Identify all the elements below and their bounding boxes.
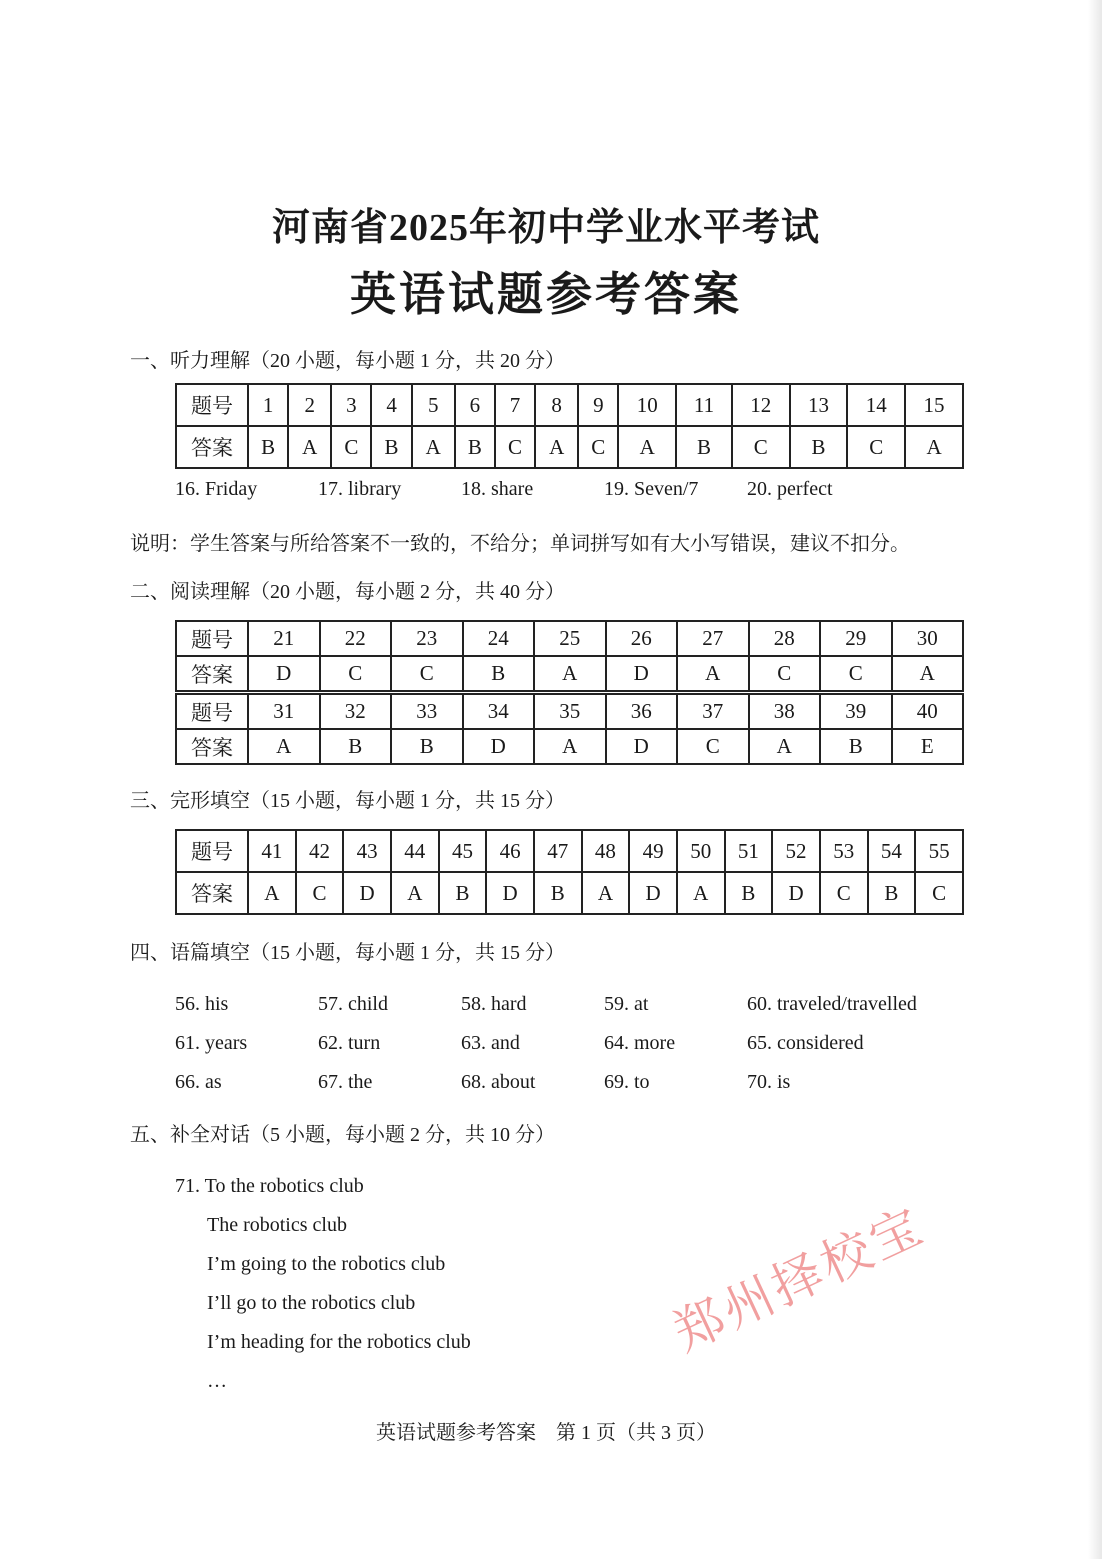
fill-answer: 65. considered [747,1032,864,1054]
answer-cell: A [535,426,578,468]
alternative-answer: I’m going to the robotics club [207,1253,446,1275]
answer-key-title: 英语试题参考答案 [350,269,742,320]
answer-cell: A [905,426,963,468]
question-number-cell: 1 [248,384,288,426]
question-number-cell: 35 [534,693,606,730]
answer-cell: D [486,872,534,914]
answer-cell: C [391,656,463,693]
answer-cell: A [677,872,725,914]
question-number-cell: 13 [790,384,848,426]
question-number-cell: 7 [495,384,535,426]
fill-answer: 63. and [461,1032,520,1054]
question-number-cell: 26 [606,621,678,656]
row-label: 答案 [176,426,248,468]
question-number-cell: 32 [320,693,392,730]
answer-cell: A [677,656,749,693]
question-number-cell: 42 [296,830,344,872]
question-number-cell: 10 [618,384,676,426]
alternative-answer: I’ll go to the robotics club [207,1292,416,1314]
fill-answer: 61. years [175,1032,248,1054]
question-number-cell: 34 [463,693,535,730]
listening-answer-table [175,383,964,469]
fill-answer: 70. is [747,1071,791,1093]
section2-heading: 二、阅读理解（20 小题，每小题 2 分，共 40 分） [130,581,565,603]
row-label: 题号 [176,693,248,730]
answer-cell: C [732,426,790,468]
answer-cell: B [371,426,411,468]
answer-row [176,729,963,764]
row-label: 答案 [176,656,248,693]
answer-cell: B [820,729,892,764]
question-number-cell: 43 [343,830,391,872]
answer-cell: C [820,872,868,914]
answer-cell: D [463,729,535,764]
question-number-cell: 24 [463,621,535,656]
question-number-cell: 8 [535,384,578,426]
answer-cell: B [534,872,582,914]
fill-answer: 20. perfect [747,478,833,500]
question-number-cell: 15 [905,384,963,426]
question-number-cell: 23 [391,621,463,656]
question-number-cell: 3 [331,384,371,426]
answer-cell: A [412,426,455,468]
row-label: 答案 [176,872,248,914]
question-number-cell: 29 [820,621,892,656]
fill-answer: 67. the [318,1071,373,1093]
question-number-cell: 53 [820,830,868,872]
fill-answer: 62. turn [318,1032,381,1054]
question-number-cell: 36 [606,693,678,730]
alternative-answer: The robotics club [207,1214,347,1236]
question-number-cell: 22 [320,621,392,656]
answer-cell: B [439,872,487,914]
answer-cell: B [725,872,773,914]
question-number-cell: 49 [629,830,677,872]
answer-cell: C [749,656,821,693]
page-footer: 英语试题参考答案 第 1 页（共 3 页） [376,1422,716,1444]
question-number-row [176,693,963,730]
question-number-cell: 50 [677,830,725,872]
watermark: 郑州择校宝 [665,1196,934,1362]
answer-cell: B [868,872,916,914]
answer-cell: A [248,729,320,764]
answer-cell: D [772,872,820,914]
answer-cell: B [463,656,535,693]
fill-answer: 58. hard [461,993,527,1015]
question-number-cell: 48 [582,830,630,872]
answer-cell: A [248,872,296,914]
question-number-cell: 27 [677,621,749,656]
answer-cell: B [790,426,848,468]
answer-cell: A [534,656,606,693]
fill-answer: 56. his [175,993,229,1015]
alternative-answer: I’m heading for the robotics club [207,1331,471,1353]
question-number-cell: 41 [248,830,296,872]
answer-cell: B [676,426,732,468]
cloze-answer-table [175,829,964,915]
row-label: 题号 [176,621,248,656]
answer-cell: C [677,729,749,764]
answer-cell: C [296,872,344,914]
question-number-cell: 55 [915,830,963,872]
answer-cell: C [578,426,618,468]
question-number-cell: 5 [412,384,455,426]
question-number-cell: 45 [439,830,487,872]
fill-answer: 64. more [604,1032,676,1054]
fill-answer: 66. as [175,1071,222,1093]
answer-cell: C [320,656,392,693]
fill-answer: 59. at [604,993,649,1015]
answer-cell: A [892,656,964,693]
question-number-cell: 21 [248,621,320,656]
answer-cell: A [582,872,630,914]
fill-answer: 60. traveled/travelled [747,993,917,1015]
exam-title: 河南省2025年初中学业水平考试 [271,207,820,249]
question-number-cell: 6 [455,384,495,426]
question-number-cell: 47 [534,830,582,872]
section1-heading: 一、听力理解（20 小题，每小题 1 分，共 20 分） [130,350,565,372]
section4-heading: 四、语篇填空（15 小题，每小题 1 分，共 15 分） [130,942,565,964]
question-number-cell: 30 [892,621,964,656]
answer-cell: C [331,426,371,468]
question-number-row [176,384,963,426]
row-label: 题号 [176,384,248,426]
answer-cell: C [495,426,535,468]
answer-cell: C [847,426,905,468]
question-number-cell: 52 [772,830,820,872]
answer-cell: B [248,426,288,468]
question-number-row [176,621,963,656]
answer-cell: A [288,426,331,468]
alternative-answer: … [207,1370,227,1392]
fill-answer: 16. Friday [175,478,258,500]
question-number-cell: 46 [486,830,534,872]
answer-cell: C [820,656,892,693]
answer-cell: A [749,729,821,764]
question-number-cell: 31 [248,693,320,730]
answer-row [176,872,963,914]
question-number-cell: 44 [391,830,439,872]
answer-cell: A [534,729,606,764]
reading-answer-table [175,620,964,765]
question-number-cell: 54 [868,830,916,872]
fill-answer: 19. Seven/7 [604,478,699,500]
question-number-cell: 28 [749,621,821,656]
question-number-cell: 40 [892,693,964,730]
answer-cell: D [606,729,678,764]
question-number-cell: 14 [847,384,905,426]
answer-cell: A [391,872,439,914]
question-number-cell: 33 [391,693,463,730]
question-number-row [176,830,963,872]
row-label: 题号 [176,830,248,872]
answer-cell: C [915,872,963,914]
question-number-cell: 9 [578,384,618,426]
question-number-cell: 4 [371,384,411,426]
answer-cell: B [391,729,463,764]
row-label: 答案 [176,729,248,764]
fill-answer: 18. share [461,478,534,500]
answer-cell: B [320,729,392,764]
q71-answer: 71. To the robotics club [175,1175,364,1197]
fill-answer: 69. to [604,1071,650,1093]
question-number-cell: 51 [725,830,773,872]
question-number-cell: 11 [676,384,732,426]
answer-cell: D [248,656,320,693]
answer-cell: D [606,656,678,693]
answer-cell: E [892,729,964,764]
question-number-cell: 2 [288,384,331,426]
fill-answer: 68. about [461,1071,536,1093]
answer-cell: D [629,872,677,914]
section5-heading: 五、补全对话（5 小题，每小题 2 分，共 10 分） [130,1124,555,1146]
fill-answer: 57. child [318,993,388,1015]
question-number-cell: 12 [732,384,790,426]
question-number-cell: 25 [534,621,606,656]
question-number-cell: 39 [820,693,892,730]
answer-row [176,656,963,693]
question-number-cell: 37 [677,693,749,730]
answer-cell: D [343,872,391,914]
fill-answer: 17. library [318,478,402,500]
answer-row [176,426,963,468]
section3-heading: 三、完形填空（15 小题，每小题 1 分，共 15 分） [130,790,565,812]
question-number-cell: 38 [749,693,821,730]
scoring-note: 说明：学生答案与所给答案不一致的，不给分；单词拼写如有大小写错误，建议不扣分。 [130,533,910,555]
answer-cell: B [455,426,495,468]
answer-cell: A [618,426,676,468]
